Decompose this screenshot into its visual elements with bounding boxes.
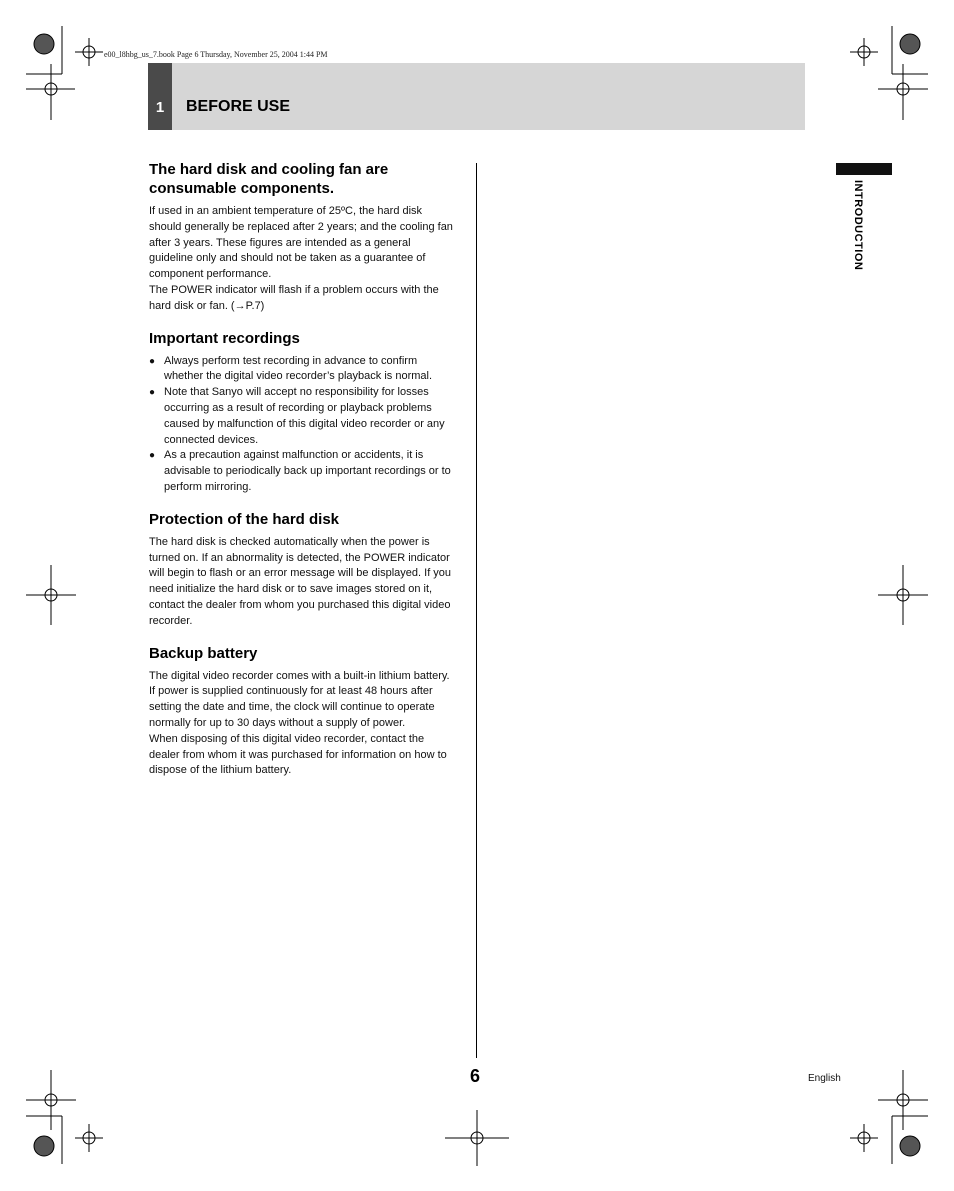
- section-heading: Important recordings: [149, 329, 300, 347]
- column-divider: [476, 163, 477, 1058]
- section-consumables: [149, 160, 453, 315]
- bullet-list: [149, 354, 453, 496]
- page-number: 6: [470, 1066, 481, 1086]
- paragraph: The hard disk is checked automatically when the power is turned on. If an abnormality is detected, the POWER indicator will begin to flash or an error message will be displayed. If you need initialize the hard disk or to save images stored on it, contact the dealer from whom you purchased this digital video recorder.: [149, 535, 452, 627]
- side-tab-label: INTRODUCTION: [852, 180, 864, 271]
- chapter-number: 1: [148, 63, 172, 130]
- list-item: ● As a precaution against malfunction or accidents, it is advisable to periodically back up important recordings or to perform mirroring.: [149, 448, 453, 495]
- section-backup-battery: [149, 644, 453, 780]
- section-important-recordings: [149, 329, 453, 496]
- chapter-header-bar: [148, 63, 805, 130]
- section-heading: Protection of the hard disk: [149, 510, 340, 528]
- section-protection: [149, 510, 453, 630]
- paragraph: When disposing of this digital video recorder, contact the dealer from whom it was purchased for information on how to dispose of the lithium battery.: [149, 732, 447, 777]
- language-label: English: [808, 1073, 841, 1084]
- section-heading: Backup battery: [149, 644, 258, 662]
- side-tab-marker: [836, 163, 892, 175]
- paragraph: The POWER indicator will flash if a problem occurs with the hard disk or fan. (→P.7): [149, 283, 439, 312]
- list-item: ● Note that Sanyo will accept no responsibility for losses occurring as a result of recording or playback problems caused by malfunction of this digital video recorder or any connected devices.: [149, 385, 453, 448]
- file-info: e00_l8hbg_us_7.book Page 6 Thursday, November 25, 2004 1:44 PM: [104, 50, 328, 59]
- section-heading: The hard disk and cooling fan are consumable components.: [149, 161, 389, 197]
- paragraph: The digital video recorder comes with a built-in lithium battery. If power is supplied continuously for at least 48 hours after setting the date and time, the clock will continue to operate normally for up to 30 days without a supply of power.: [149, 669, 450, 729]
- paragraph: If used in an ambient temperature of 25ºC, the hard disk should generally be replaced after 2 years; and the cooling fan after 3 years. These figures are intended as a general guideline only and should not be taken as a guarantee of component performance.: [149, 205, 453, 281]
- list-item: ● Always perform test recording in advance to confirm whether the digital video recorder’s playback is normal.: [149, 354, 453, 386]
- chapter-title: BEFORE USE: [186, 98, 291, 115]
- main-column: [149, 160, 453, 793]
